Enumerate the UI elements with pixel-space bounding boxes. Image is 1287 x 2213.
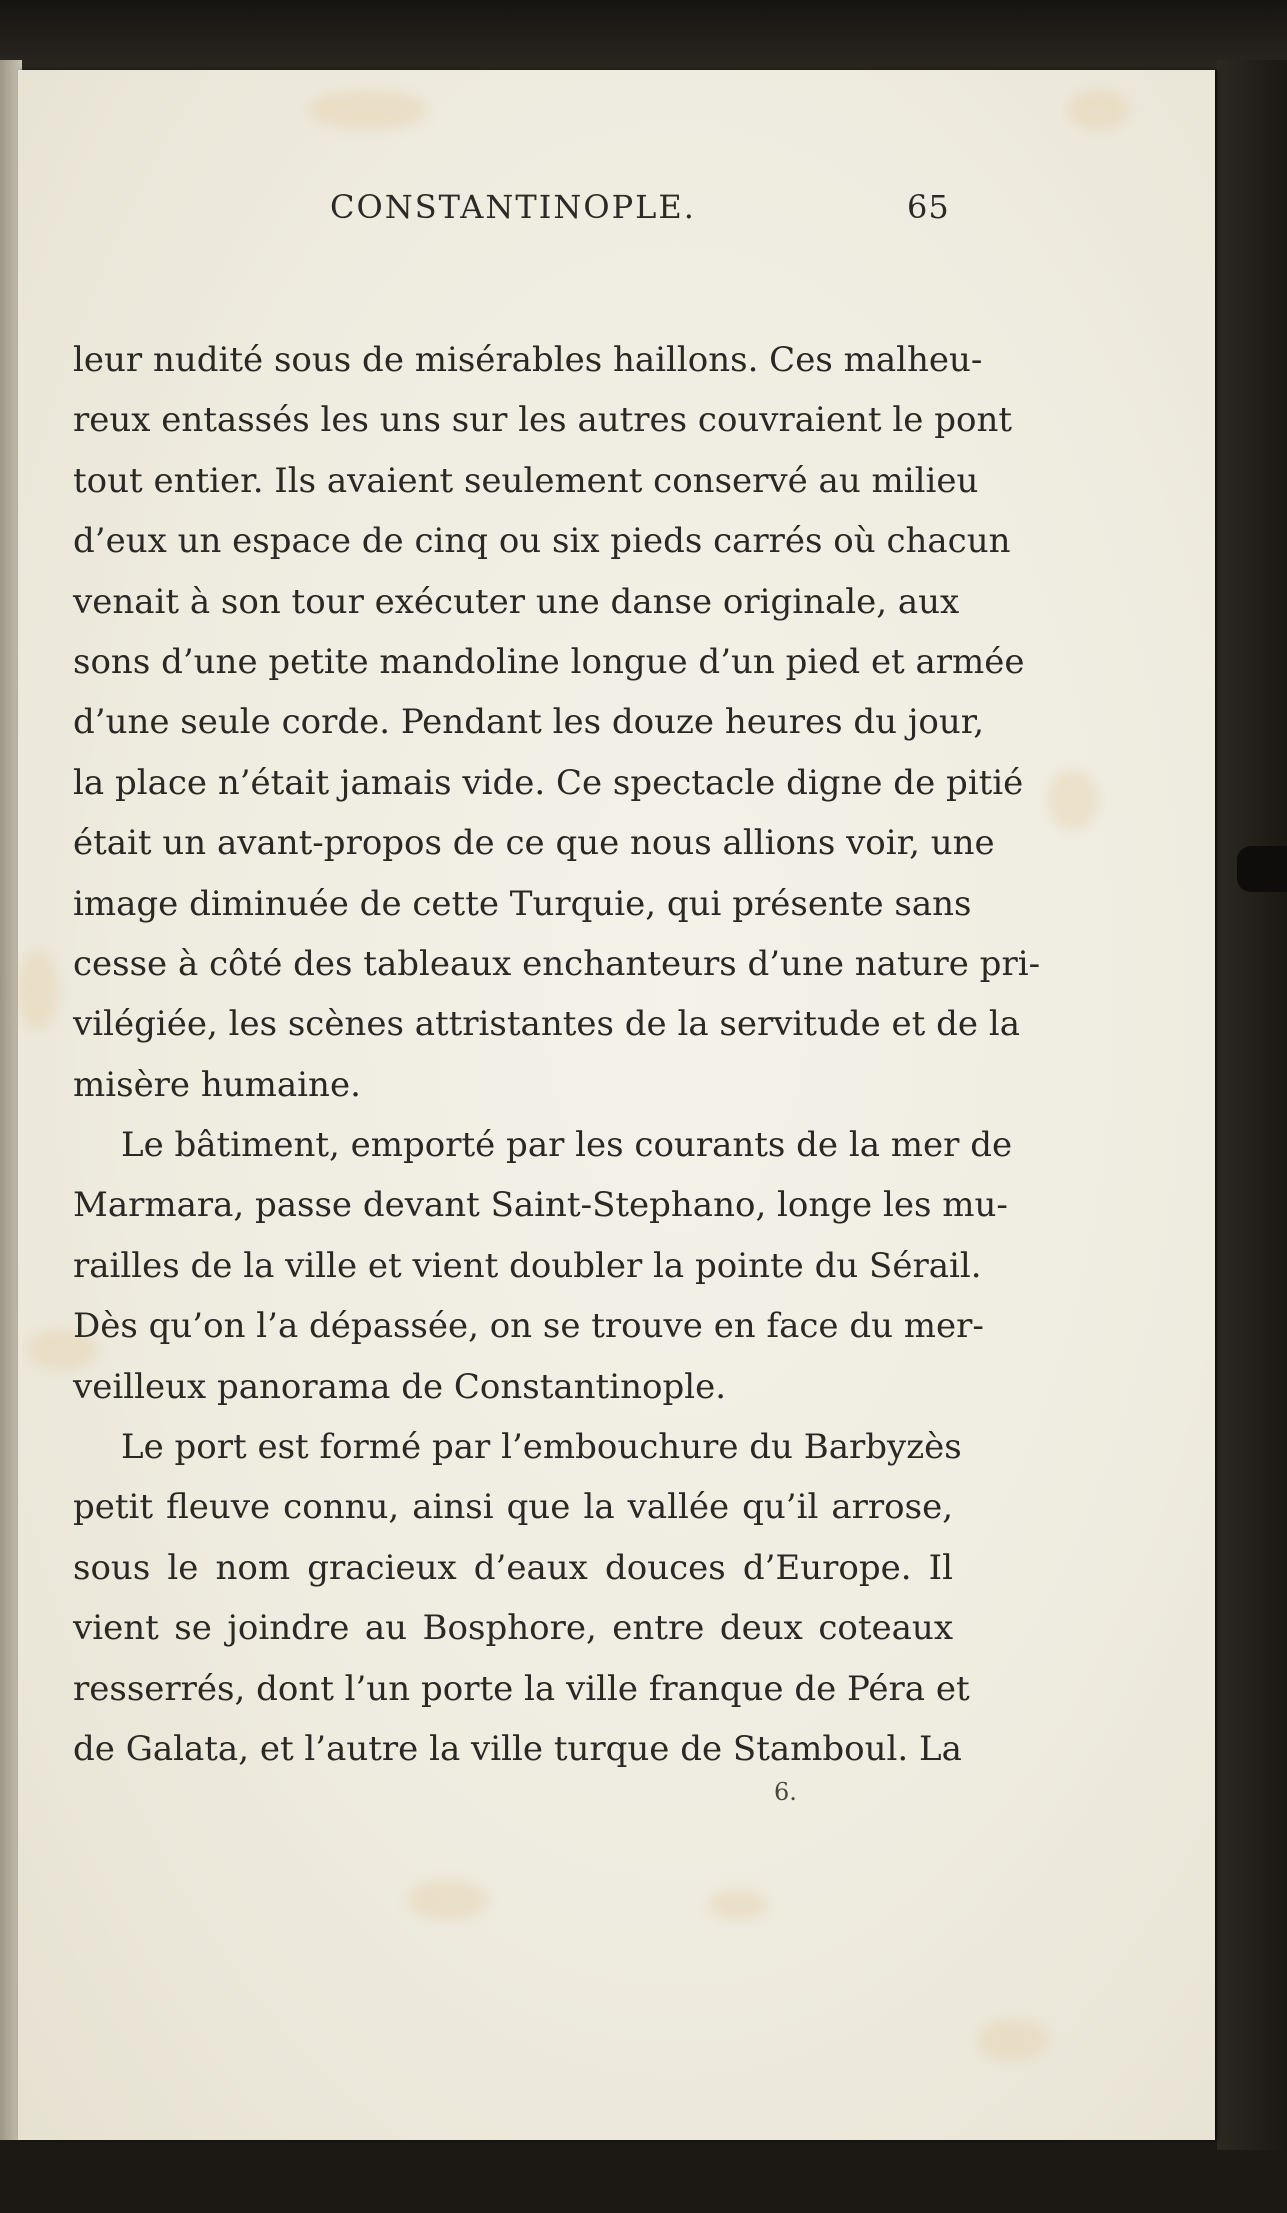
text-line: Dès qu’on l’a dépassée, on se trouve en face du mer- — [73, 1306, 984, 1347]
signature-mark: 6. — [774, 1778, 797, 1806]
text-line: veilleux panorama de Constantinople. — [73, 1366, 727, 1407]
paper-stain — [408, 1880, 488, 1920]
text-line: sous le nom gracieux d’eaux douces d’Europe. Il — [73, 1547, 953, 1588]
page-body — [73, 330, 1041, 1779]
text-line: image diminuée de cette Turquie, qui présente sans — [73, 883, 972, 924]
text-line: Marmara, passe devant Saint-Stephano, longe les mu- — [73, 1185, 1008, 1226]
text-line: vient se joindre au Bosphore, entre deux coteaux — [73, 1608, 953, 1649]
text-line: la place n’était jamais vide. Ce spectacle digne de pitié — [73, 762, 1024, 803]
text-line: leur nudité sous de misérables haillons. Ces malheu- — [73, 340, 983, 380]
bookmark-tab — [1237, 846, 1287, 892]
text-line: railles de la ville et vient doubler la pointe du Sérail. — [73, 1245, 982, 1286]
page-number: 65 — [907, 188, 950, 226]
text-line: de Galata, et l’autre la ville turque de Stamboul. La — [73, 1728, 962, 1769]
text-line: venait à son tour exécuter une danse originale, aux — [73, 581, 960, 622]
text-line: Le bâtiment, emporté par les courants de la mer de — [121, 1125, 1013, 1166]
running-title: CONSTANTINOPLE. — [330, 188, 696, 226]
text-line: d’une seule corde. Pendant les douze heures du jour, — [73, 702, 985, 743]
text-line: Le port est formé par l’embouchure du Barbyzès — [121, 1427, 962, 1468]
text-line: misère humaine. — [73, 1064, 361, 1105]
paper-stain — [1048, 770, 1098, 830]
text-line: d’eux un espace de cinq ou six pieds carrés où chacun — [73, 521, 1011, 562]
paper-stain — [18, 950, 58, 1030]
text-line: tout entier. Ils avaient seulement conservé au milieu — [73, 460, 979, 501]
scan-backdrop-top — [0, 0, 1287, 70]
paper-stain — [308, 90, 428, 130]
text-line: sons d’une petite mandoline longue d’un pied et armée — [73, 641, 1025, 682]
text-line: reux entassés les uns sur les autres couvraient le pont — [73, 400, 1013, 441]
scan-backdrop-right — [1217, 60, 1287, 2150]
paper-stain — [978, 2020, 1048, 2060]
text-line: vilégiée, les scènes attristantes de la servitude et de la — [73, 1004, 1020, 1045]
text-line: était un avant-propos de ce que nous allions voir, une — [73, 823, 995, 864]
paper-stain — [708, 1890, 768, 1920]
text-line: resserrés, dont l’un porte la ville franque de Péra et — [73, 1668, 970, 1709]
text-line: petit fleuve connu, ainsi que la vallée qu’il arrose, — [73, 1487, 953, 1528]
paper-stain — [1068, 90, 1128, 130]
text-line: cesse à côté des tableaux enchanteurs d’une nature pri- — [73, 943, 1041, 984]
